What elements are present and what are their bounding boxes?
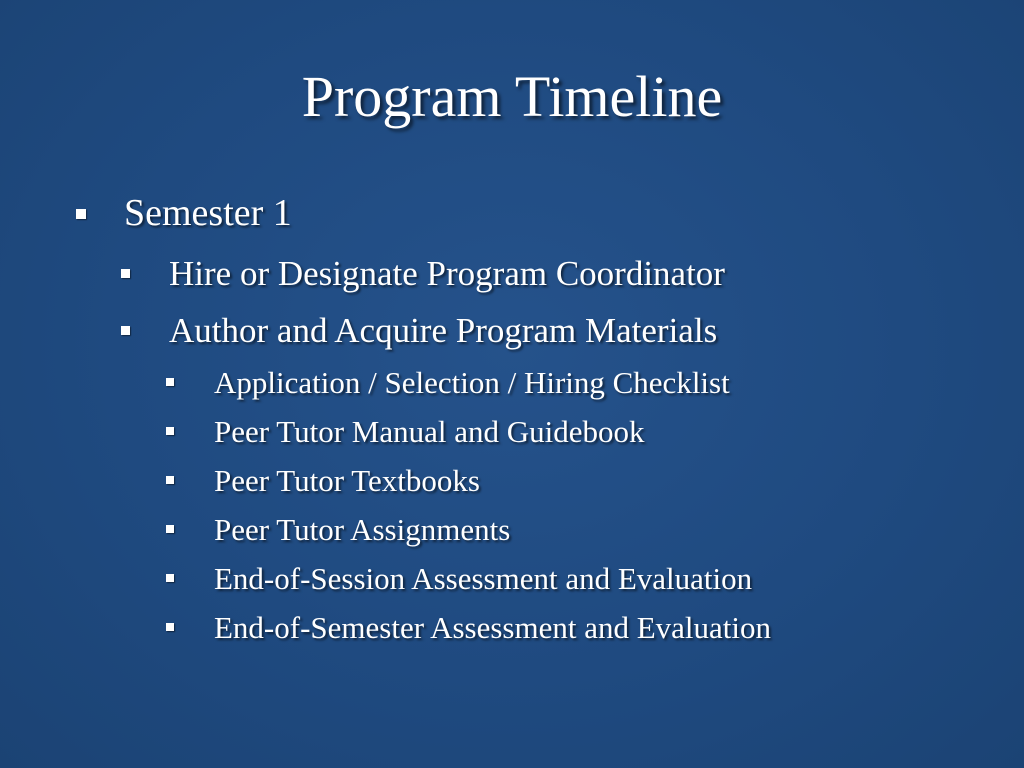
bullet-marker-icon bbox=[166, 574, 174, 582]
bullet-marker-icon bbox=[166, 623, 174, 631]
bullet-marker-icon bbox=[121, 326, 130, 335]
bullet-marker-icon bbox=[166, 525, 174, 533]
bullet-semester-assessment bbox=[166, 610, 986, 646]
bullet-marker-icon bbox=[76, 209, 86, 219]
bullet-session-assessment bbox=[166, 561, 986, 597]
bullet-author-materials bbox=[121, 311, 981, 351]
bullet-marker-icon bbox=[166, 476, 174, 484]
bullet-hire-coordinator bbox=[121, 254, 981, 294]
bullet-tutor-textbooks bbox=[166, 463, 986, 499]
bullet-application-checklist bbox=[166, 365, 986, 401]
bullet-text: End-of-Semester Assessment and Evaluation bbox=[214, 610, 772, 645]
bullet-marker-icon bbox=[166, 378, 174, 386]
bullet-text: End-of-Session Assessment and Evaluation bbox=[214, 561, 753, 596]
bullet-text: Peer Tutor Textbooks bbox=[214, 463, 480, 498]
bullet-text: Peer Tutor Assignments bbox=[214, 512, 511, 547]
bullet-text: Peer Tutor Manual and Guidebook bbox=[214, 414, 645, 449]
bullet-text: Semester 1 bbox=[124, 192, 292, 234]
bullet-tutor-manual bbox=[166, 414, 986, 450]
bullet-text: Application / Selection / Hiring Checklist bbox=[214, 365, 730, 400]
bullet-text: Hire or Designate Program Coordinator bbox=[169, 254, 725, 293]
bullet-marker-icon bbox=[121, 269, 130, 278]
bullet-marker-icon bbox=[166, 427, 174, 435]
slide-title: Program Timeline bbox=[301, 64, 723, 129]
bullet-text: Author and Acquire Program Materials bbox=[169, 311, 718, 350]
bullet-tutor-assignments bbox=[166, 512, 986, 548]
bullet-semester-1 bbox=[76, 191, 976, 235]
